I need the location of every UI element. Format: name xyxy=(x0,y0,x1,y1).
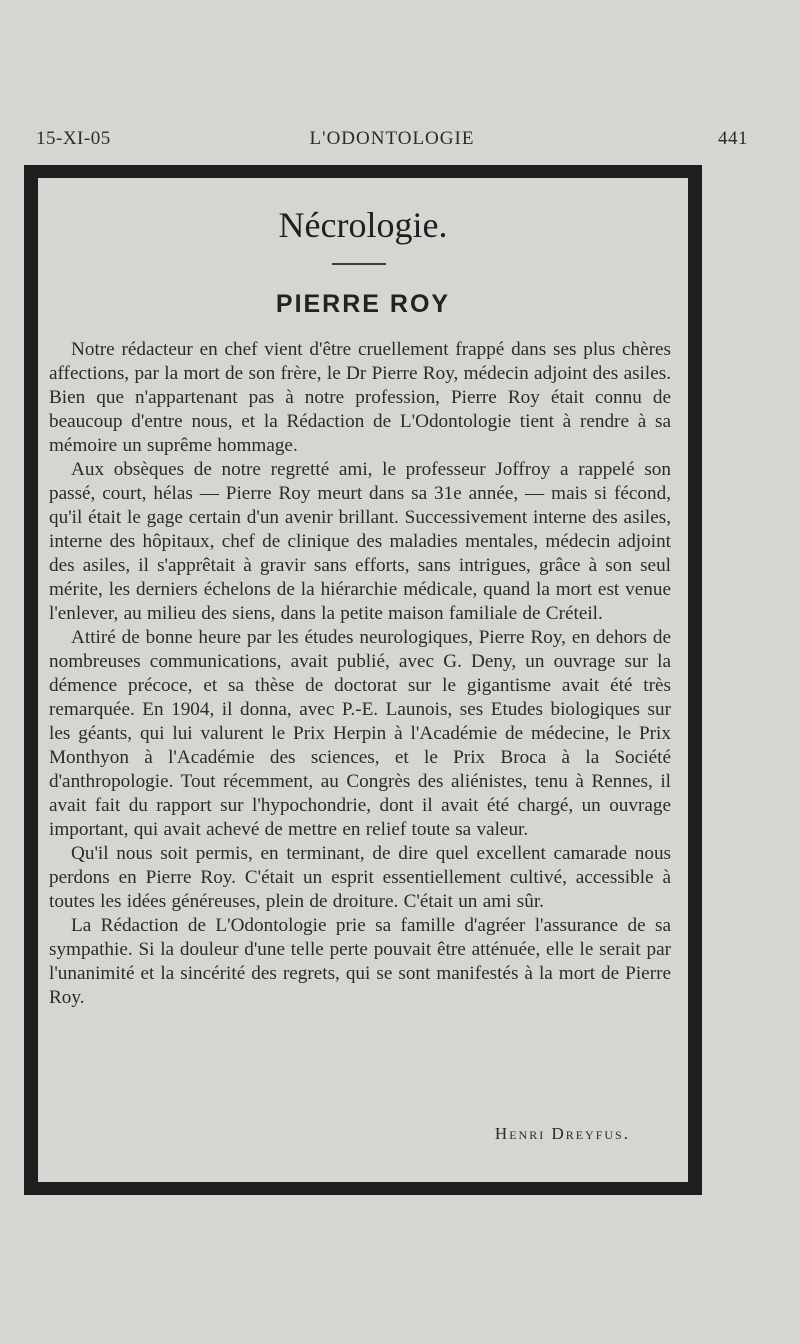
section-title: Nécrologie. xyxy=(278,205,448,245)
paragraph: Qu'il nous soit permis, en terminant, de dire quel excellent camarade nous perdons en Pierre Roy. C'était un esprit essentiellement cultivé, accessible à toutes les idées généreuses, plein de droiture. C'était un ami sûr. xyxy=(49,843,671,912)
obituary-body xyxy=(49,338,671,1010)
page-number: 441 xyxy=(718,128,748,149)
paragraph: Attiré de bonne heure par les études neurologiques, Pierre Roy, en dehors de nombreuses communications, avait publié, avec G. Deny, un ouvrage sur la démence précoce, et sa thèse de doctorat sur le gigantisme avait été très remarquée. En 1904, il donna, avec P.-E. Launois, ses Etudes biologiques sur les géants, qui lui valurent le Prix Herpin à l'Académie de médecine, le Prix Monthyon à l'Académie des sciences, et le Prix Broca à la Société d'anthropologie. Tout récemment, au Congrès des aliénistes, tenu à Rennes, il avait fait du rapport sur l'hypochondrie, dont il avait été chargé, un ouvrage important, qui avait achevé de mettre en relief toute sa valeur. xyxy=(49,627,671,840)
paragraph: La Rédaction de L'Odontologie prie sa famille d'agréer l'assurance de sa sympathie. Si la douleur d'une telle perte pouvait être atténuée, elle le serait par l'unanimité et la sincérité des regrets, qui se sont manifestés à la mort de Pierre Roy. xyxy=(49,915,671,1008)
title-divider xyxy=(332,263,386,265)
obituary-name-heading: PIERRE ROY xyxy=(275,290,451,318)
running-header xyxy=(36,128,748,158)
paragraph: Notre rédacteur en chef vient d'être cruellement frappé dans ses plus chères affections, par la mort de son frère, le Dr Pierre Roy, médecin adjoint des asiles. Bien que n'appartenant pas à notre profession, Pierre Roy était connu de beaucoup d'entre nous, et la Rédaction de L'Odontologie tient à rendre à sa mémoire un suprême hommage. xyxy=(49,339,671,456)
paragraph: Aux obsèques de notre regretté ami, le professeur Joffroy a rappelé son passé, court, hélas — Pierre Roy meurt dans sa 31e année, — mais si fécond, qu'il était le gage certain d'un avenir brillant. Successivement interne des asiles, interne des hôpitaux, chef de clinique des maladies mentales, médecin adjoint des asiles, il s'apprêtait à gravir sans efforts, sans intrigues, grâce à son seul mérite, les derniers échelons de la hiérarchie médicale, quand la mort est venue l'enlever, au milieu des siens, dans la petite maison familiale de Créteil. xyxy=(49,459,671,624)
author-signature: Henri Dreyfus. xyxy=(494,1124,630,1143)
journal-title: L'ODONTOLOGIE xyxy=(309,128,475,149)
issue-date: 15-XI-05 xyxy=(36,128,111,149)
